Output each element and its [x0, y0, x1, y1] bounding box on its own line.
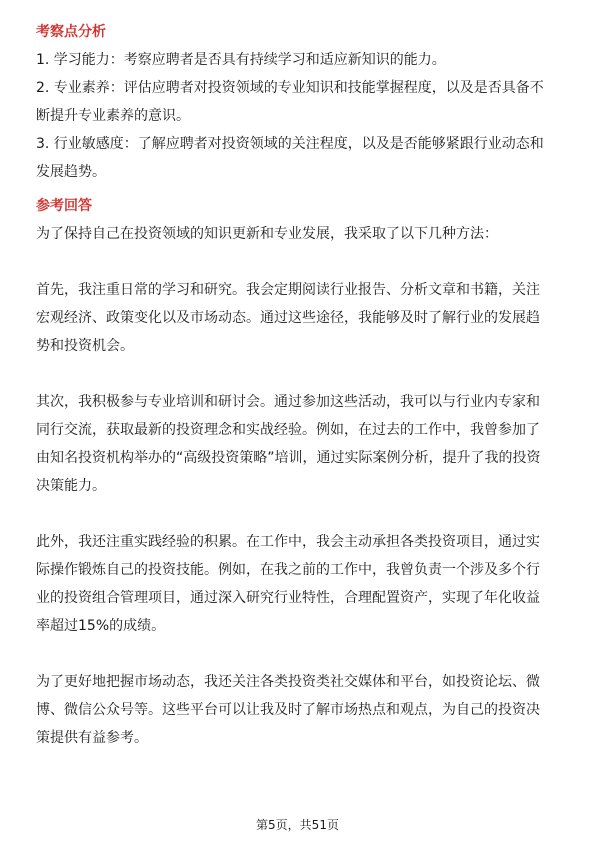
paragraph-line: 由知名投资机构举办的“高级投资策略”培训，通过实际案例分析，提升了我的投资	[36, 450, 541, 466]
paragraph-line: 率超过15%的成绩。	[36, 618, 166, 634]
analysis-item	[36, 46, 571, 74]
paragraph-line: 同行交流，获取最新的投资理念和实战经验。例如，在过去的工作中，我曾参加了	[36, 422, 540, 438]
analysis-item-line: 断提升专业素养的意识。	[36, 108, 190, 124]
analysis-item	[36, 130, 571, 186]
paragraph-line: 为了更好地把握市场动态，我还关注各类投资类社交媒体和平台，如投资论坛、微	[36, 674, 540, 690]
answer-paragraph	[36, 668, 571, 752]
analysis-item-line: 发展趋势。	[36, 164, 106, 180]
paragraph-line: 策提供有益参考。	[36, 730, 148, 746]
paragraph-line: 际操作锻炼自己的投资技能。例如，在我之前的工作中，我曾负责一个涉及多个行	[36, 562, 540, 578]
paragraph-line: 博、微信公众号等。这些平台可以让我及时了解市场热点和观点，为自己的投资决	[36, 702, 540, 718]
paragraph-line: 此外，我还注重实践经验的积累。在工作中，我会主动承担各类投资项目，通过实	[36, 534, 540, 550]
answer-intro: 为了保持自己在投资领域的知识更新和专业发展，我采取了以下几种方法：	[36, 226, 498, 242]
answer-paragraph	[36, 528, 571, 640]
paragraph-line: 业的投资组合管理项目，通过深入研究行业特性，合理配置资产，实现了年化收益	[36, 590, 540, 606]
analysis-item	[36, 74, 571, 130]
analysis-item-line: 3. 行业敏感度：了解应聘者对投资领域的关注程度，以及是否能够紧跟行业动态和	[36, 136, 544, 152]
paragraph-line: 其次，我积极参与专业培训和研讨会。通过参加这些活动，我可以与行业内专家和	[36, 394, 540, 410]
paragraph-line: 势和投资机会。	[36, 338, 134, 354]
document-page	[36, 22, 571, 752]
paragraph-line: 首先，我注重日常的学习和研究。我会定期阅读行业报告、分析文章和书籍，关注	[36, 282, 540, 298]
analysis-item-line: 2. 专业素养：评估应聘者对投资领域的专业知识和技能掌握程度，以及是否具备不	[36, 80, 544, 96]
paragraph-line: 宏观经济、政策变化以及市场动态。通过这些途径，我能够及时了解行业的发展趋	[36, 310, 540, 326]
answer-paragraph	[36, 276, 571, 360]
paragraph-line: 决策能力。	[36, 478, 106, 494]
page-number: 第5页，共51页	[256, 818, 339, 832]
section-title-analysis: 考察点分析	[36, 24, 106, 40]
answer-paragraph	[36, 388, 571, 500]
analysis-item-line: 1. 学习能力：考察应聘者是否具有持续学习和适应新知识的能力。	[36, 52, 446, 68]
section-title-answer: 参考回答	[36, 198, 92, 214]
